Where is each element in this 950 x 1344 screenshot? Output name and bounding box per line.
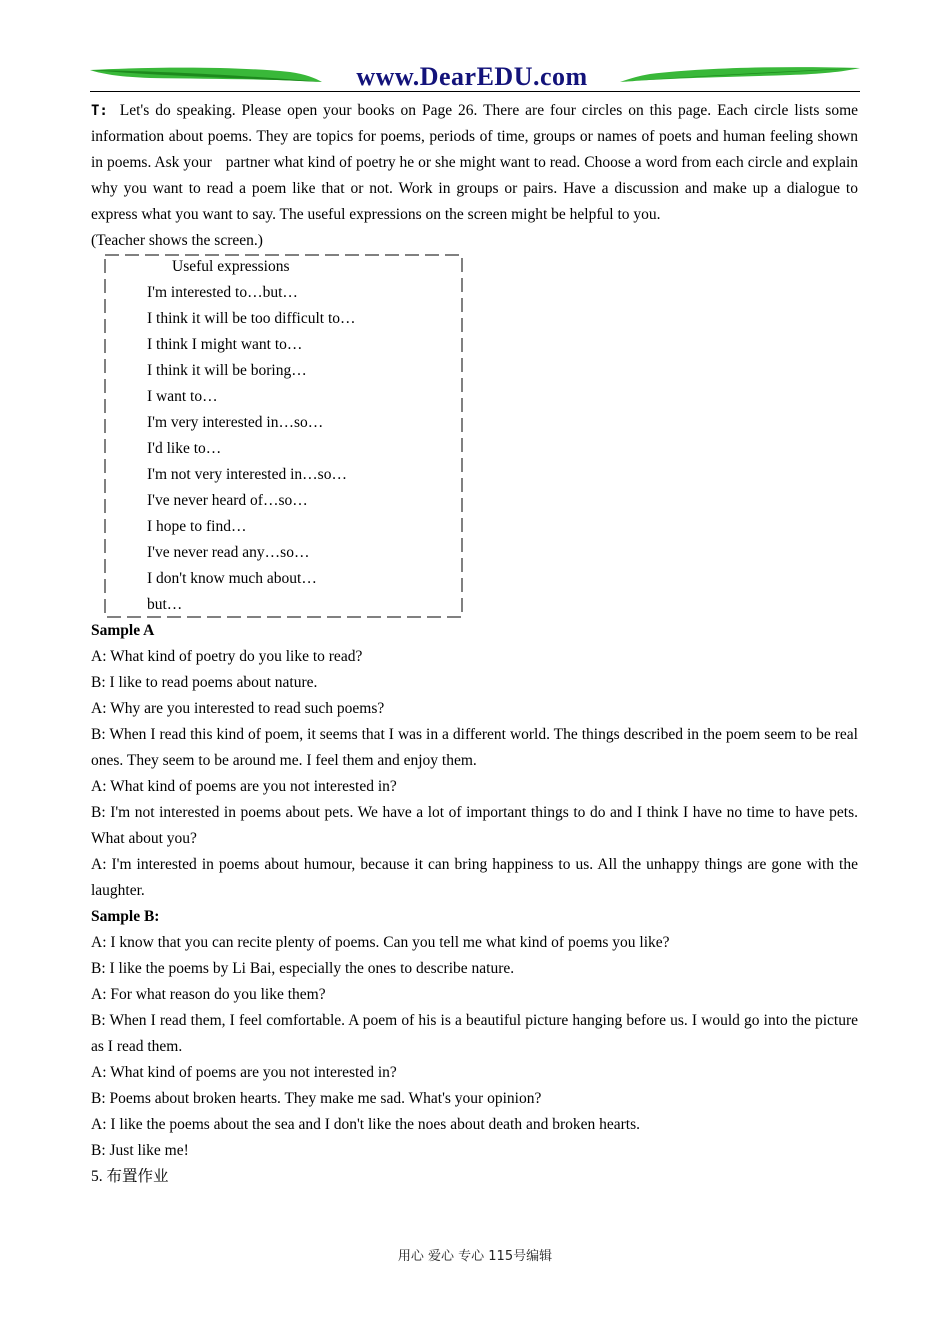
site-header-banner [90,62,860,92]
dialogue-line: A: What kind of poetry do you like to read? [91,648,363,665]
expression-item: I hope to find… [147,518,247,535]
intro-text-continued: partner what kind of poetry he or she might want to read. Choose a word from each circle and explain why you want to read a poem like that or not. Work in groups or pairs. Have a discussion and make up a dialogue to express what you want to say. The useful expressions on the screen might be helpful to you. [91,154,859,223]
dialogue-line: A: I like the poems about the sea and I don't like the noes about death and broken hearts. [91,1116,641,1133]
intro-text: Let's do speaking. Please open your books on Page 26. There are four circles on this page. Each circle lists some information about poems. They are topics for poems, periods of time, groups or names of poets and human feeling shown in poems. Ask your [91,102,859,171]
page-footer: 用心 爱心 专心 115号编辑 [397,1249,553,1264]
dialogue-line: B: I'm not interested in poems about pets. We have a lot of important things to do and I think I have no time to have pets. What about you? [91,804,858,847]
expression-item: I've never read any…so… [147,544,310,561]
dialogue-line: A: What kind of poems are you not interested in? [91,778,397,795]
dialogue-line: B: I like the poems by Li Bai, especially the ones to describe nature. [91,960,515,977]
document-body [91,98,858,1190]
dialogue-line: A: What kind of poems are you not interested in? [91,1064,397,1081]
expression-item: I think it will be boring… [147,362,307,379]
expression-item: I don't know much about… [147,570,317,587]
expression-item: but… [147,596,183,613]
site-title[interactable]: www.DearEDU.com [356,62,588,91]
expression-item: I'd like to… [147,440,222,457]
dialogue-line: A: Why are you interested to read such poems? [91,700,385,717]
dialogue-line: A: I know that you can recite plenty of poems. Can you tell me what kind of poems you like? [91,934,670,951]
section-five-heading: 5. 布置作业 [91,1168,169,1185]
sample-a-heading: Sample A [91,622,155,639]
dialogue-line: A: For what reason do you like them? [91,986,326,1003]
dialogue-line: B: Just like me! [91,1142,189,1159]
expression-item: I'm not very interested in…so… [147,466,347,483]
expression-item: I think I might want to… [147,336,303,353]
stage-note: (Teacher shows the screen.) [91,232,263,249]
expression-item: I'm interested to…but… [147,284,298,301]
dialogue-line: A: I'm interested in poems about humour, because it can bring happiness to us. All the unhappy things are gone with the laughter. [91,856,858,899]
dialogue-line: B: When I read this kind of poem, it seems that I was in a different world. The things described in the poem seem to be real ones. They seem to be around me. I feel them and enjoy them. [91,726,858,769]
expression-item: I've never heard of…so… [147,492,308,509]
dialogue-line: B: I like to read poems about nature. [91,674,318,691]
speaker-label: T: [91,103,108,119]
dialogue-line: B: When I read them, I feel comfortable. A poem of his is a beautiful picture hanging before us. I would go into the picture as I read them. [91,1012,858,1055]
sample-b-heading: Sample B: [91,908,160,925]
intro-paragraph [91,98,858,228]
expression-item: I want to… [147,388,218,405]
dialogue-line: B: Poems about broken hearts. They make me sad. What's your opinion? [91,1090,542,1107]
expression-item: I'm very interested in…so… [147,414,324,431]
expression-item: I think it will be too difficult to… [147,310,356,327]
header-divider [90,91,860,92]
box-title: Useful expressions [172,258,290,275]
useful-expressions-box [104,254,463,618]
